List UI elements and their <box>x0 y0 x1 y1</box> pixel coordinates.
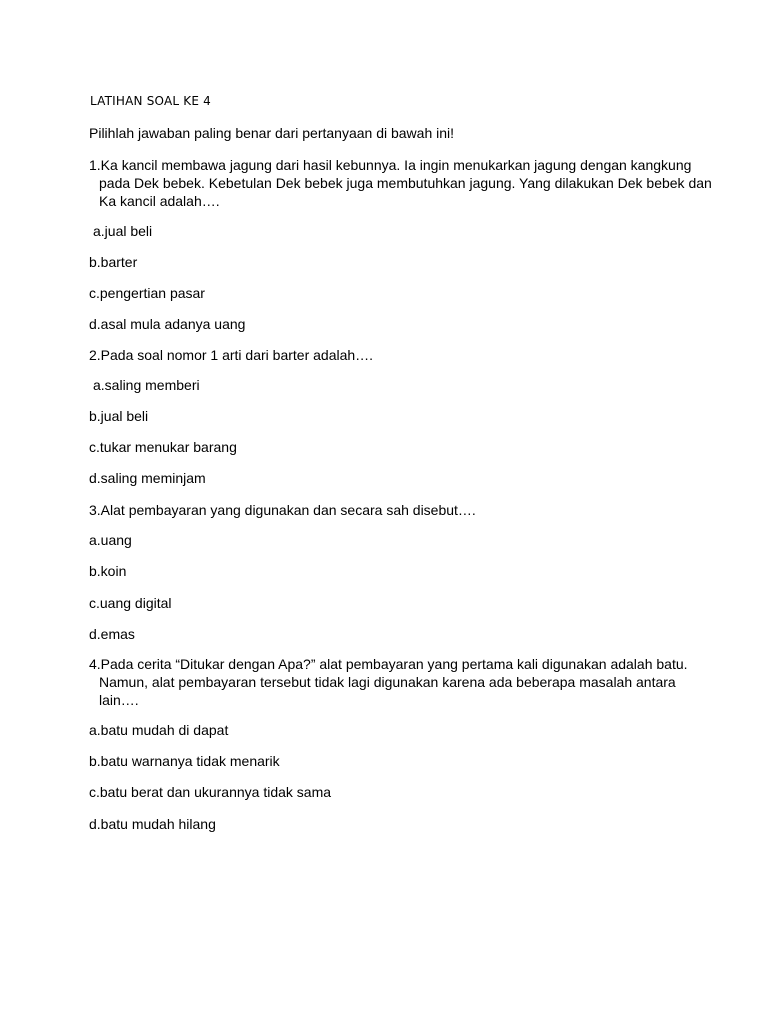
question-text-line: 1.Ka kancil membawa jagung dari hasil kebunnya. Ia ingin menukarkan jagung dengan kangkung <box>89 157 692 173</box>
option-4b: b.batu warnanya tidak menarik <box>89 753 280 769</box>
option-2c: c.tukar menukar barang <box>89 439 237 455</box>
question-text-line: 2.Pada soal nomor 1 arti dari barter adalah…. <box>89 347 374 363</box>
option-2b: b.jual beli <box>89 408 149 424</box>
option-1b: b.barter <box>89 254 138 270</box>
option-2d: d.saling meminjam <box>89 470 206 486</box>
question-text-line: 3.Alat pembayaran yang digunakan dan secara sah disebut…. <box>89 502 476 518</box>
question-text-line: lain…. <box>99 692 139 708</box>
option-1d: d.asal mula adanya uang <box>89 316 246 332</box>
option-1c: c.pengertian pasar <box>89 285 205 301</box>
document-title: LATIHAN SOAL KE 4 <box>90 94 211 108</box>
option-4d: d.batu mudah hilang <box>89 816 216 832</box>
option-4c: c.batu berat dan ukurannya tidak sama <box>89 784 332 800</box>
option-3c: c.uang digital <box>89 595 172 611</box>
option-3b: b.koin <box>89 563 127 579</box>
option-1a: a.jual beli <box>93 223 153 239</box>
question-text-line: Ka kancil adalah…. <box>99 193 220 209</box>
question-3 <box>89 501 689 519</box>
question-text-line: pada Dek bebek. Kebetulan Dek bebek juga membutuhkan jagung. Yang dilakukan Dek bebek dan <box>99 175 712 191</box>
option-3d: d.emas <box>89 626 135 642</box>
option-4a: a.batu mudah di dapat <box>89 722 229 738</box>
option-3a: a.uang <box>89 532 132 548</box>
instruction-text: Pilihlah jawaban paling benar dari pertanyaan di bawah ini! <box>89 125 455 141</box>
question-4 <box>89 655 689 709</box>
question-1 <box>89 156 712 210</box>
question-2 <box>89 346 689 364</box>
question-text-line: Namun, alat pembayaran tersebut tidak lagi digunakan karena ada beberapa masalah antara <box>99 674 676 690</box>
question-text-line: 4.Pada cerita “Ditukar dengan Apa?” alat pembayaran yang pertama kali digunakan adalah batu. <box>89 656 688 672</box>
option-2a: a.saling memberi <box>93 377 200 393</box>
